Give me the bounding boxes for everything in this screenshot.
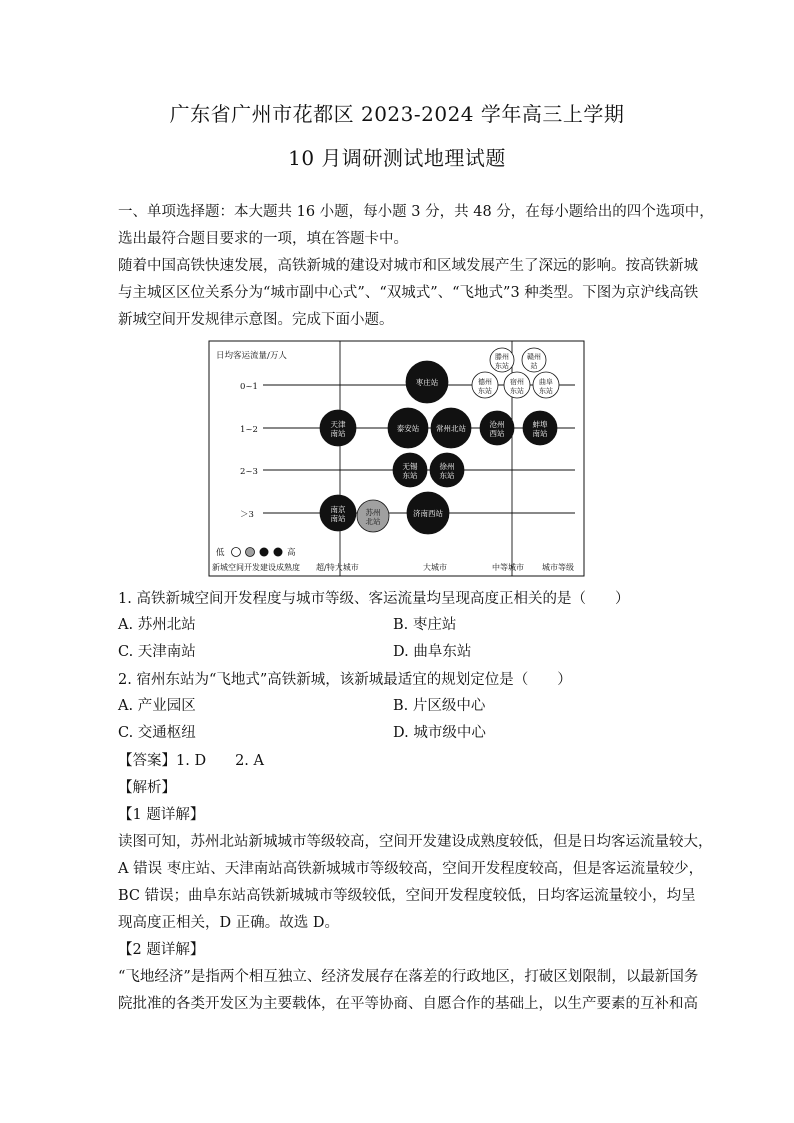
q1-option-a: A. 苏州北站 (118, 617, 196, 633)
detail-1-text: 读图可知，苏州北站新城城市等级较高，空间开发建设成熟度较低，但是日均客运流量较大， (118, 834, 713, 850)
detail-1-text: A 错误 枣庄站、天津南站高铁新城城市等级较高，空间开发程度较高，但是客运流量较少， (118, 861, 704, 877)
y-tick-label: 2~3 (240, 467, 258, 477)
section-intro: 一、单项选择题：本大题共 16 小题，每小题 3 分，共 48 分，在每小题给出的四个选项中， (118, 204, 714, 220)
station-label: 东站 (402, 471, 418, 480)
station-label: 东站 (539, 387, 553, 395)
x-category-label: 超/特大城市 (316, 563, 359, 572)
station-label: 苏州 (365, 508, 381, 517)
legend-low-label: 低 (216, 548, 225, 558)
passage: 与主城区区位关系分为“城市副中心式”、“双城式”、“飞地式”3 种类型。下图为京沪线高铁 (118, 285, 699, 301)
legend-swatch-mid (246, 548, 255, 557)
passage: 新城空间开发规律示意图。完成下面小题。 (118, 312, 394, 328)
x-category-label: 中等城市 (492, 563, 524, 572)
y-tick-label: 0~1 (240, 382, 258, 392)
detail-1-heading: 【1 题详解】 (118, 807, 205, 823)
y-tick-label: ＞3 (240, 510, 254, 520)
title-line-1: 广东省广州市花都区 2023-2024 学年高三上学期 (169, 102, 625, 126)
detail-2-heading: 【2 题详解】 (118, 942, 205, 958)
title-line-2: 10 月调研测试地理试题 (288, 146, 506, 170)
q1-option-d: D. 曲阜东站 (393, 644, 472, 660)
station-label: 沧州 (489, 420, 505, 429)
legend-title: 新城空间开发建设成熟度 (212, 563, 300, 572)
station-label: 滕州 (495, 353, 509, 361)
passage: 随着中国高铁快速发展，高铁新城的建设对城市和区域发展产生了深远的影响。按高铁新城 (118, 258, 698, 274)
station-label: 南站 (330, 514, 346, 523)
station-label: 北站 (365, 517, 381, 526)
legend-swatch-low (232, 548, 241, 557)
detail-1-text: BC 错误；曲阜东站高铁新城城市等级较低，空间开发程度较低，日均客运流量较小，均呈 (118, 888, 696, 904)
legend-swatch-high (274, 548, 283, 557)
station-label: 赣州 (527, 353, 541, 361)
figure-ylabel: 日均客运流量/万人 (216, 351, 287, 361)
y-tick-label: 1~2 (240, 425, 258, 435)
station-label: 宿州 (510, 378, 524, 386)
station-label: 蚌埠 (532, 420, 548, 429)
station-label: 南站 (330, 429, 346, 438)
station-label: 泰安站 (396, 424, 420, 433)
station-label: 济南西站 (413, 509, 443, 518)
legend-high-label: 高 (287, 548, 296, 558)
detail-1-text: 现高度正相关，D 正确。故选 D。 (118, 915, 339, 931)
legend-swatch-high (260, 548, 269, 557)
question-1: 1. 高铁新城空间开发程度与城市等级、客运流量均呈现高度正相关的是（ ） (118, 591, 630, 607)
station-label: 东站 (478, 387, 492, 395)
q2-option-d: D. 城市级中心 (393, 725, 486, 741)
station-label: 南站 (532, 429, 548, 438)
q2-option-a: A. 产业园区 (118, 698, 196, 714)
q2-option-c: C. 交通枢纽 (118, 725, 196, 741)
station-label: 无锡 (402, 462, 418, 471)
q1-option-b: B. 枣庄站 (393, 617, 457, 633)
station-label: 曲阜 (539, 378, 553, 386)
station-label: 站 (530, 362, 538, 370)
station-label: 徐州 (439, 462, 455, 471)
x-category-label: 大城市 (423, 563, 447, 572)
q2-option-b: B. 片区级中心 (393, 698, 486, 714)
analysis-heading: 【解析】 (118, 780, 176, 796)
station-label: 东站 (495, 362, 509, 370)
answer-line: 【答案】1. D 2. A (118, 753, 264, 769)
station-label: 东站 (439, 471, 455, 480)
question-2: 2. 宿州东站为“飞地式”高铁新城，该新城最适宜的规划定位是（ ） (118, 672, 572, 688)
q1-option-c: C. 天津南站 (118, 644, 196, 660)
station-label: 西站 (489, 429, 505, 438)
station-label: 常州北站 (436, 424, 466, 433)
x-axis-title: 城市等级 (542, 563, 574, 572)
detail-2-text: “飞地经济”是指两个相互独立、经济发展存在落差的行政地区，打破区划限制，以最新国务 (118, 969, 699, 985)
detail-2-text: 院批准的各类开发区为主要载体，在平等协商、自愿合作的基础上，以生产要素的互补和高 (118, 996, 698, 1012)
station-label: 枣庄站 (415, 378, 439, 387)
station-label: 南京 (330, 505, 346, 514)
station-label: 东站 (510, 387, 524, 395)
station-label: 天津 (330, 420, 346, 429)
section-intro: 选出最符合题目要求的一项，填在答题卡中。 (118, 231, 408, 247)
station-label: 德州 (478, 378, 492, 386)
